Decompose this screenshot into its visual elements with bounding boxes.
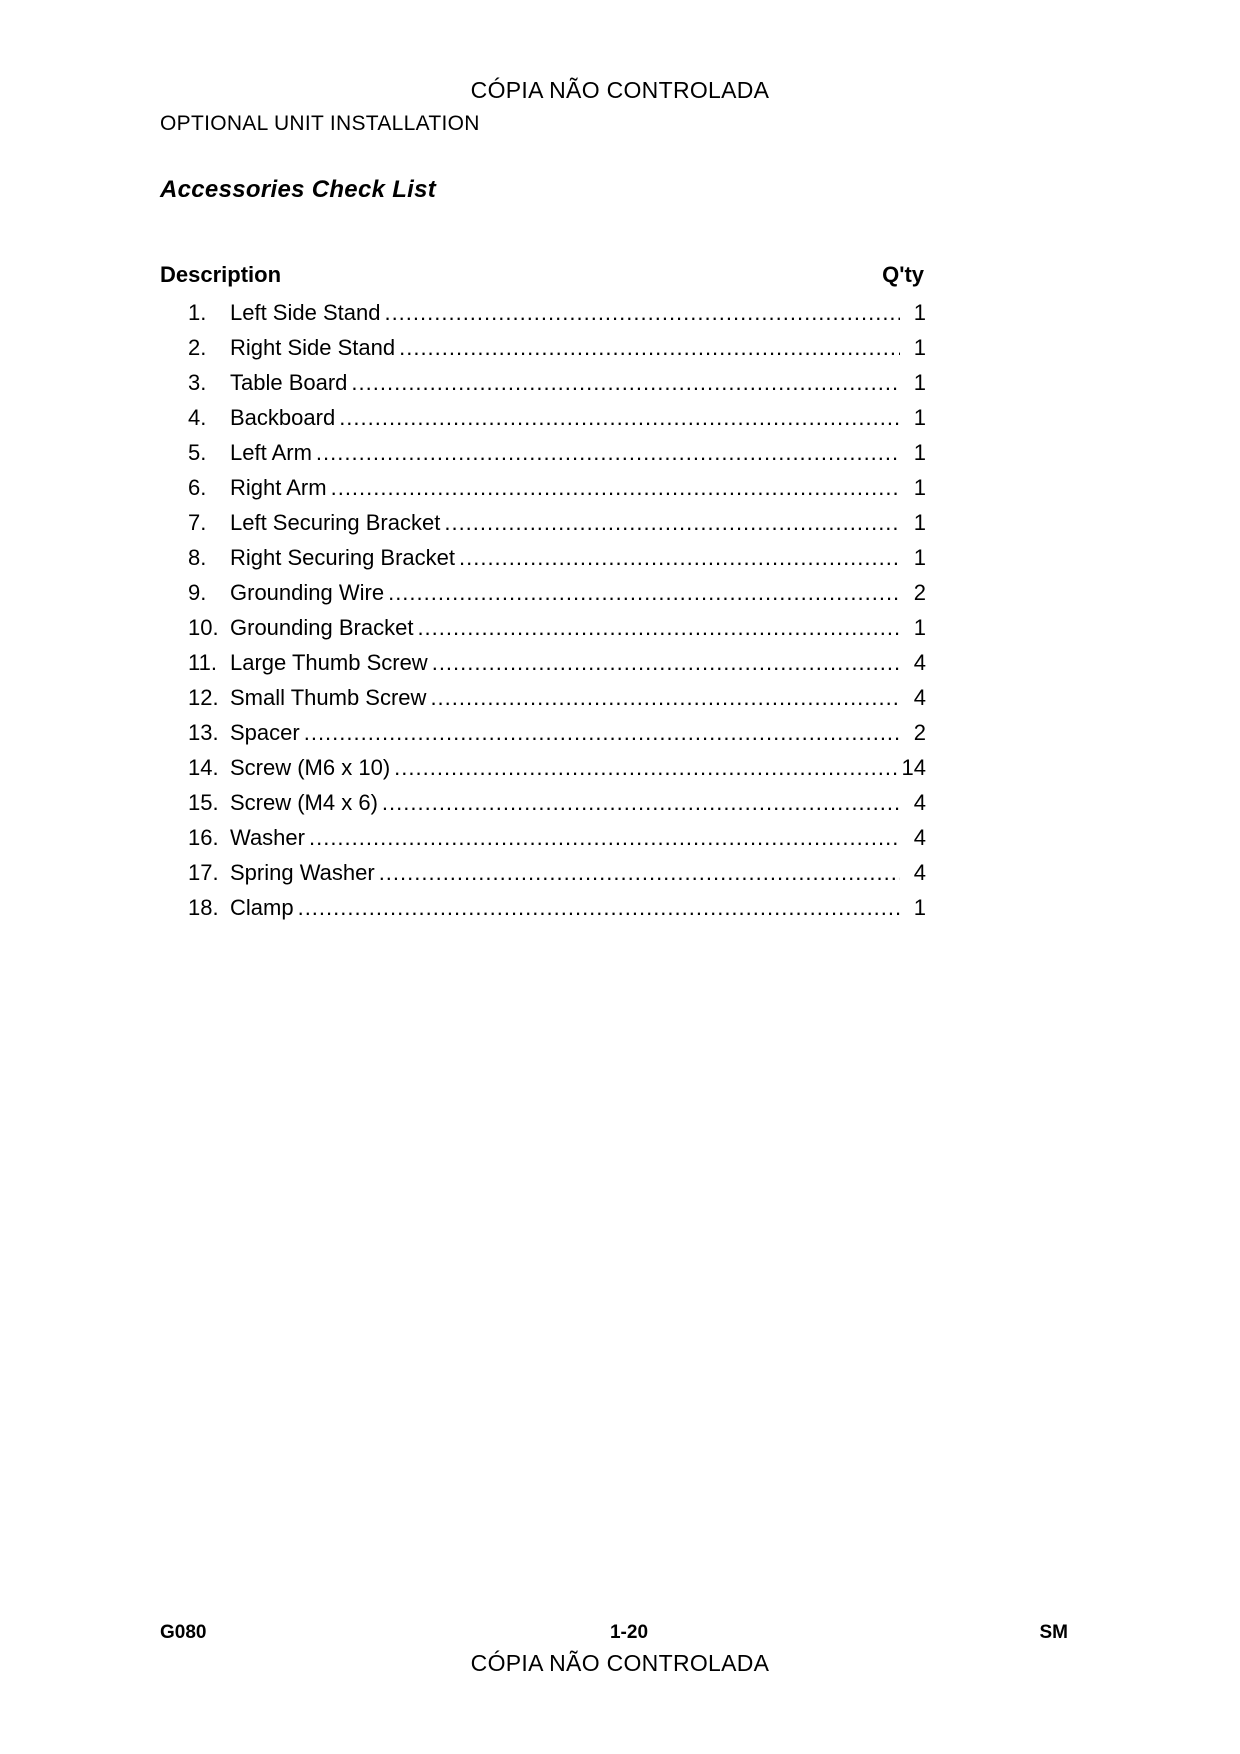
list-item: [188, 720, 926, 755]
item-number: 4.: [188, 405, 207, 430]
item-name: Washer: [230, 825, 305, 850]
item-number: 10.: [188, 615, 219, 640]
dot-leader: [382, 790, 900, 816]
item-number: 16.: [188, 825, 219, 850]
dot-leader: [304, 720, 900, 746]
item-name: Right Side Stand: [230, 335, 396, 360]
list-item: [188, 895, 926, 930]
item-name: Screw (M6 x 10): [230, 755, 391, 780]
item-name: Grounding Bracket: [230, 615, 414, 640]
item-qty: 1: [913, 405, 926, 430]
item-qty: 4: [913, 860, 926, 885]
list-item: [188, 825, 926, 860]
item-name: Left Securing Bracket: [230, 510, 441, 535]
list-item: [188, 615, 926, 650]
item-qty: 1: [913, 545, 926, 570]
accessories-list: [188, 300, 926, 930]
dot-leader: [316, 440, 900, 466]
watermark-top: CÓPIA NÃO CONTROLADA: [470, 77, 770, 103]
item-name: Spacer: [230, 720, 300, 745]
item-name: Small Thumb Screw: [230, 685, 427, 710]
list-item: [188, 755, 926, 790]
item-qty: 4: [913, 790, 926, 815]
list-item: [188, 545, 926, 580]
item-qty: 1: [913, 335, 926, 360]
dot-leader: [394, 755, 900, 781]
item-number: 18.: [188, 895, 219, 920]
item-name: Grounding Wire: [230, 580, 385, 605]
item-qty: 1: [913, 370, 926, 395]
item-number: 11.: [188, 650, 217, 675]
dot-leader: [351, 370, 900, 396]
dot-leader: [298, 895, 900, 921]
item-name: Screw (M4 x 6): [230, 790, 378, 815]
list-item: [188, 440, 926, 475]
item-qty: 1: [913, 300, 926, 325]
item-name: Table Board: [230, 370, 348, 395]
item-name: Left Side Stand: [230, 300, 381, 325]
list-item: [188, 300, 926, 335]
dot-leader: [388, 580, 900, 606]
item-number: 15.: [188, 790, 219, 815]
item-number: 7.: [188, 510, 207, 535]
item-name: Clamp: [230, 895, 294, 920]
list-item: [188, 860, 926, 895]
footer-manual-code: SM: [1039, 1622, 1068, 1643]
dot-leader: [430, 685, 900, 711]
list-item: [188, 685, 926, 720]
dot-leader: [331, 475, 900, 501]
dot-leader: [399, 335, 900, 361]
dot-leader: [444, 510, 900, 536]
list-item: [188, 335, 926, 370]
item-number: 8.: [188, 545, 207, 570]
item-qty: 4: [913, 650, 926, 675]
item-number: 2.: [188, 335, 207, 360]
dot-leader: [417, 615, 900, 641]
dot-leader: [459, 545, 900, 571]
item-number: 5.: [188, 440, 207, 465]
list-item: [188, 580, 926, 615]
item-qty: 2: [913, 580, 926, 605]
item-name: Left Arm: [230, 440, 312, 465]
item-number: 14.: [188, 755, 219, 780]
list-item: [188, 790, 926, 825]
item-qty: 1: [913, 475, 926, 500]
dot-leader: [379, 860, 900, 886]
footer-page-number: 1-20: [609, 1622, 649, 1643]
item-qty: 14: [901, 755, 926, 780]
item-qty: 4: [913, 685, 926, 710]
list-item: [188, 370, 926, 405]
item-number: 3.: [188, 370, 207, 395]
item-number: 17.: [188, 860, 219, 885]
item-qty: 1: [913, 615, 926, 640]
item-number: 9.: [188, 580, 207, 605]
list-item: [188, 475, 926, 510]
item-number: 13.: [188, 720, 219, 745]
item-name: Backboard: [230, 405, 336, 430]
column-header-description: Description: [160, 262, 282, 287]
list-item: [188, 405, 926, 440]
dot-leader: [384, 300, 900, 326]
watermark-bottom: CÓPIA NÃO CONTROLADA: [470, 1650, 770, 1676]
dot-leader: [432, 650, 900, 676]
section-header: OPTIONAL UNIT INSTALLATION: [160, 112, 480, 135]
item-qty: 1: [913, 895, 926, 920]
item-number: 12.: [188, 685, 219, 710]
item-name: Spring Washer: [230, 860, 375, 885]
item-qty: 2: [913, 720, 926, 745]
dot-leader: [309, 825, 900, 851]
item-name: Right Securing Bracket: [230, 545, 455, 570]
item-qty: 4: [913, 825, 926, 850]
item-name: Right Arm: [230, 475, 327, 500]
column-header-qty: Q'ty: [882, 262, 924, 287]
item-name: Large Thumb Screw: [230, 650, 428, 675]
item-qty: 1: [913, 440, 926, 465]
dot-leader: [339, 405, 900, 431]
list-item: [188, 650, 926, 685]
list-item: [188, 510, 926, 545]
item-number: 1.: [188, 300, 207, 325]
footer-model-code: G080: [160, 1622, 207, 1643]
item-number: 6.: [188, 475, 207, 500]
item-qty: 1: [913, 510, 926, 535]
page-title: Accessories Check List: [160, 176, 437, 203]
